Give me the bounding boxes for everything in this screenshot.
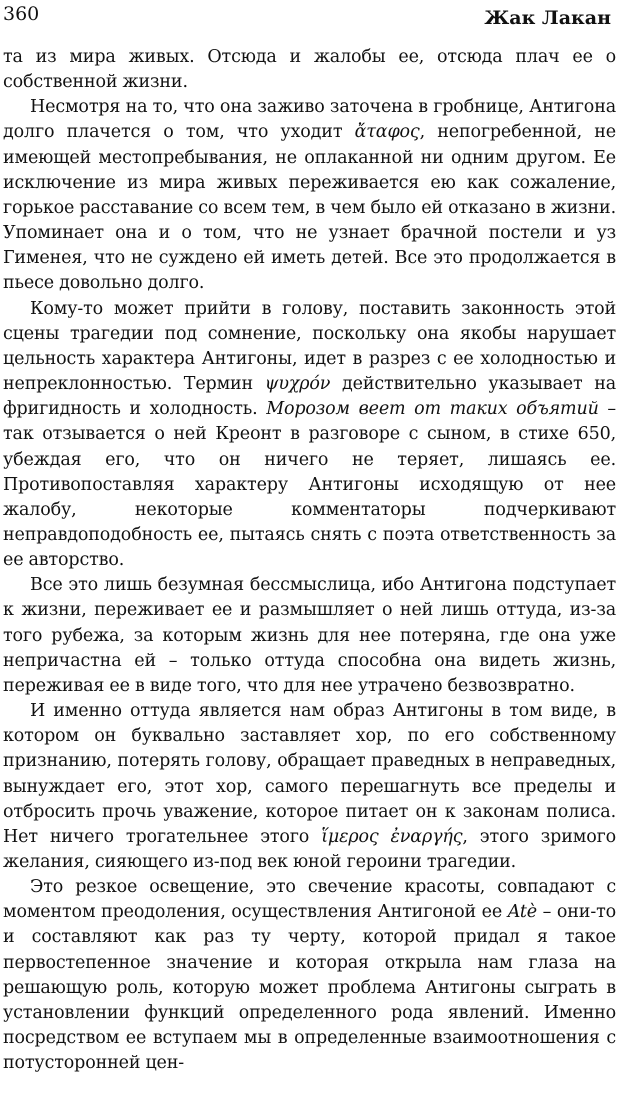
greek-term-himeros-enarges: ἵμερος ἐναργής [321, 826, 463, 847]
italic-term-ate: Atè [507, 902, 537, 923]
paragraph-5 [3, 699, 616, 875]
text-run: – они-то и составляют как раз ту черту, которой придал я такое первостепенное значение и которая открыла нам глаза на решающую роль, которую может проблема Антигоны сыграть в установлении функций определенного рода явлений. Именно посредством ее вступаем мы в определенные взаимоотношения с потусторонней цен- [3, 902, 616, 1074]
paragraph-3 [3, 297, 616, 574]
running-head: Жак Лакан [484, 7, 611, 29]
paragraph-6 [3, 875, 616, 1076]
italic-quote: Морозом веет от таких объятий [266, 399, 599, 420]
text-run: – так отзывается о ней Креонт в разговоре с сыном, в стихе 650, убеждая его, что он ничего не теряет, лишаясь ее. Противопоставляя характеру Антигоны исходящую от нее жалобу, некоторые комментаторы подчеркивают неправдоподобность ее, пытаясь снять с поэта ответственность за ее авторство. [3, 399, 616, 571]
page-header [0, 0, 620, 40]
text-run: И именно оттуда является нам образ Антигоны в том виде, в котором он буквально заставляет хор, по его собственному признанию, потерять голову, обращает праведных в неправедных, вынуждает его, этот хор, самого перешагнуть все пределы и отбросить прочь уважение, которое питает он к законам полиса. Нет ничего трогательнее этого [3, 701, 616, 847]
text-run: , непогребенной, не имеющей местопребывания, не оплаканной ни одним другом. Ее исключение из мира живых переживается ею как сожаление, горькое расставание со всем тем, в чем было ей отказано в жизни. Упоминает она и о том, что не узнает брачной постели и уз Гименея, что не суждено ей иметь детей. Все это продолжается в пьесе довольно долго. [3, 122, 616, 294]
text-run: та из мира живых. Отсюда и жалобы ее, отсюда плач ее о собственной жизни. [3, 47, 616, 93]
paragraph-2 [3, 95, 616, 296]
text-run: Все это лишь безумная бессмыслица, ибо Антигона подступает к жизни, переживает ее и размышляет о ней лишь оттуда, из-за того рубежа, за которым жизнь для нее потеряна, где она уже непричастна ей – только оттуда способна она видеть жизнь, переживая ее в виде того, что для нее утрачено безвозвратно. [3, 575, 616, 696]
paragraph-4 [3, 573, 616, 699]
text-run: Кому-то может прийти в голову, поставить законность этой сцены трагедии под сомнение, поскольку она якобы нарушает цельность характера Антигоны, идет в разрез с ее холодностью и непреклонностью. Термин [3, 298, 616, 395]
text-run: Несмотря на то, что она заживо заточена в гробнице, Антигона долго плачется о том, что уходит [3, 97, 616, 143]
body-text [3, 45, 616, 1076]
greek-term-psychron: ψυχρόν [264, 374, 331, 395]
greek-term-ataphos: ἄταφος [354, 122, 420, 143]
paragraph-1 [3, 45, 616, 95]
text-run: действительно указывает на фригидность и холодность. [3, 374, 616, 420]
page-number: 360 [3, 3, 40, 25]
text-run: , этого зримого желания, сияющего из-под век юной героини трагедии. [3, 826, 616, 872]
text-run: Это резкое освещение, это свечение красоты, совпадают с моментом преодоления, осуществления Антигоной ее [3, 877, 616, 923]
